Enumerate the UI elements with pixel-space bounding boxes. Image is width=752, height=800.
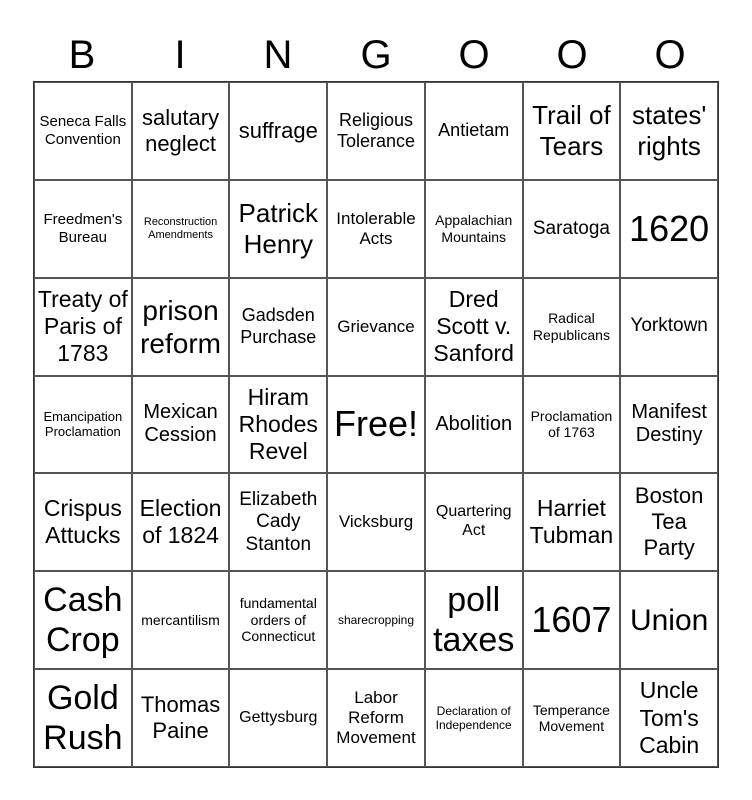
cell-text: Mexican Cession bbox=[143, 400, 218, 447]
bingo-grid bbox=[33, 81, 719, 768]
bingo-cell[interactable] bbox=[620, 669, 718, 767]
cell-text: Temperance Movement bbox=[532, 701, 610, 735]
bingo-cell[interactable] bbox=[229, 180, 327, 278]
bingo-cell[interactable] bbox=[229, 82, 327, 180]
bingo-cell[interactable] bbox=[327, 473, 425, 571]
bingo-cell[interactable] bbox=[34, 473, 132, 571]
cell-text: Dred Scott v. Sanford bbox=[433, 285, 514, 367]
cell-text: Seneca Falls Convention bbox=[39, 113, 127, 148]
bingo-cell[interactable] bbox=[327, 180, 425, 278]
bingo-cell[interactable] bbox=[132, 571, 230, 669]
cell-text: Election of 1824 bbox=[139, 495, 222, 549]
cell-text: Uncle Tom's Cabin bbox=[639, 677, 700, 758]
bingo-cell[interactable] bbox=[425, 278, 523, 376]
bingo-cell[interactable] bbox=[229, 669, 327, 767]
bingo-cell[interactable] bbox=[229, 376, 327, 474]
bingo-cell[interactable] bbox=[132, 669, 230, 767]
cell-text: Vicksburg bbox=[338, 512, 414, 532]
header-letter: G bbox=[360, 33, 392, 77]
cell-text: Grievance bbox=[337, 316, 415, 336]
bingo-cell[interactable] bbox=[132, 180, 230, 278]
bingo-cell[interactable] bbox=[425, 473, 523, 571]
cell-text: Free! bbox=[333, 403, 418, 445]
header-letter: N bbox=[263, 33, 293, 77]
cell-text: 1607 bbox=[531, 598, 612, 640]
cell-text: Declaration of Independence bbox=[435, 703, 512, 733]
cell-text: fundamental orders of Connecticut bbox=[239, 595, 317, 645]
bingo-cell[interactable] bbox=[523, 82, 621, 180]
bingo-cell[interactable] bbox=[620, 473, 718, 571]
cell-text: Reconstruction Amendments bbox=[143, 215, 218, 241]
cell-text: Crispus Attucks bbox=[43, 495, 122, 549]
header-letter: O bbox=[458, 33, 490, 77]
cell-text: Quartering Act bbox=[435, 503, 512, 540]
cell-text: Proclamation of 1763 bbox=[530, 407, 613, 441]
cell-text: Emancipation Proclamation bbox=[43, 409, 123, 440]
bingo-cell[interactable] bbox=[620, 82, 718, 180]
cell-text: Yorktown bbox=[630, 315, 708, 337]
bingo-cell[interactable] bbox=[523, 278, 621, 376]
bingo-cell[interactable] bbox=[523, 180, 621, 278]
bingo-cell[interactable] bbox=[132, 473, 230, 571]
bingo-cell[interactable] bbox=[132, 376, 230, 474]
bingo-cell[interactable] bbox=[229, 571, 327, 669]
cell-text: Union bbox=[629, 603, 709, 637]
cell-text: Cash Crop bbox=[43, 581, 123, 660]
bingo-cell[interactable] bbox=[425, 180, 523, 278]
bingo-cell[interactable] bbox=[425, 571, 523, 669]
bingo-cell[interactable] bbox=[620, 278, 718, 376]
cell-text: Treaty of Paris of 1783 bbox=[37, 285, 128, 367]
bingo-cell[interactable] bbox=[34, 180, 132, 278]
bingo-cell[interactable] bbox=[327, 571, 425, 669]
cell-text: Harriet Tubman bbox=[529, 495, 614, 549]
cell-text: Religious Tolerance bbox=[336, 109, 416, 151]
cell-text: Gold Rush bbox=[43, 678, 123, 758]
cell-text: Hiram Rhodes Revel bbox=[238, 383, 318, 465]
cell-text: Trail of Tears bbox=[532, 100, 611, 161]
bingo-cell[interactable] bbox=[327, 82, 425, 180]
cell-text: Appalachian Mountains bbox=[435, 212, 513, 245]
header-letter: O bbox=[654, 33, 686, 77]
bingo-cell[interactable] bbox=[132, 82, 230, 180]
bingo-cell[interactable] bbox=[620, 376, 718, 474]
cell-text: Saratoga bbox=[532, 217, 610, 239]
cell-text: Labor Reform Movement bbox=[336, 687, 416, 748]
cell-text: poll taxes bbox=[433, 581, 515, 660]
cell-text: 1620 bbox=[629, 207, 710, 249]
cell-text: mercantilism bbox=[141, 611, 220, 628]
bingo-cell[interactable] bbox=[523, 473, 621, 571]
cell-text: Radical Republicans bbox=[532, 310, 610, 343]
bingo-cell[interactable] bbox=[523, 571, 621, 669]
bingo-header bbox=[33, 30, 719, 80]
cell-text: Freedmen's Bureau bbox=[43, 211, 123, 246]
cell-text: Gadsden Purchase bbox=[240, 305, 317, 347]
cell-text: states' rights bbox=[631, 100, 707, 161]
bingo-cell[interactable] bbox=[425, 669, 523, 767]
bingo-cell[interactable] bbox=[229, 278, 327, 376]
header-letter: B bbox=[68, 33, 96, 77]
bingo-cell[interactable] bbox=[327, 278, 425, 376]
bingo-cell[interactable] bbox=[425, 82, 523, 180]
bingo-cell[interactable] bbox=[34, 669, 132, 767]
bingo-cell[interactable] bbox=[132, 278, 230, 376]
bingo-cell[interactable] bbox=[229, 473, 327, 571]
header-letter: O bbox=[556, 33, 588, 77]
cell-text: Intolerable Acts bbox=[336, 208, 416, 248]
cell-text: suffrage bbox=[238, 117, 318, 143]
bingo-cell[interactable] bbox=[34, 278, 132, 376]
cell-text: Gettysburg bbox=[239, 708, 318, 726]
bingo-cell[interactable] bbox=[34, 82, 132, 180]
cell-text: salutary neglect bbox=[142, 104, 220, 156]
cell-text: sharecropping bbox=[337, 613, 415, 628]
cell-text: Antietam bbox=[438, 120, 510, 141]
cell-text: Boston Tea Party bbox=[634, 483, 704, 561]
bingo-cell[interactable] bbox=[620, 180, 718, 278]
cell-text: Elizabeth Cady Stanton bbox=[239, 488, 318, 555]
bingo-cell[interactable] bbox=[523, 376, 621, 474]
bingo-cell[interactable] bbox=[34, 571, 132, 669]
cell-text: Thomas Paine bbox=[140, 692, 221, 744]
bingo-cell[interactable] bbox=[34, 376, 132, 474]
bingo-cell[interactable] bbox=[523, 669, 621, 767]
cell-text: prison reform bbox=[140, 294, 222, 359]
free-space[interactable] bbox=[327, 376, 425, 474]
cell-text: Manifest Destiny bbox=[631, 400, 707, 447]
cell-text: Patrick Henry bbox=[238, 198, 319, 259]
bingo-cell[interactable] bbox=[425, 376, 523, 474]
bingo-cell[interactable] bbox=[327, 669, 425, 767]
cell-text: Abolition bbox=[435, 412, 513, 435]
bingo-cell[interactable] bbox=[620, 571, 718, 669]
header-letter: I bbox=[174, 33, 186, 77]
